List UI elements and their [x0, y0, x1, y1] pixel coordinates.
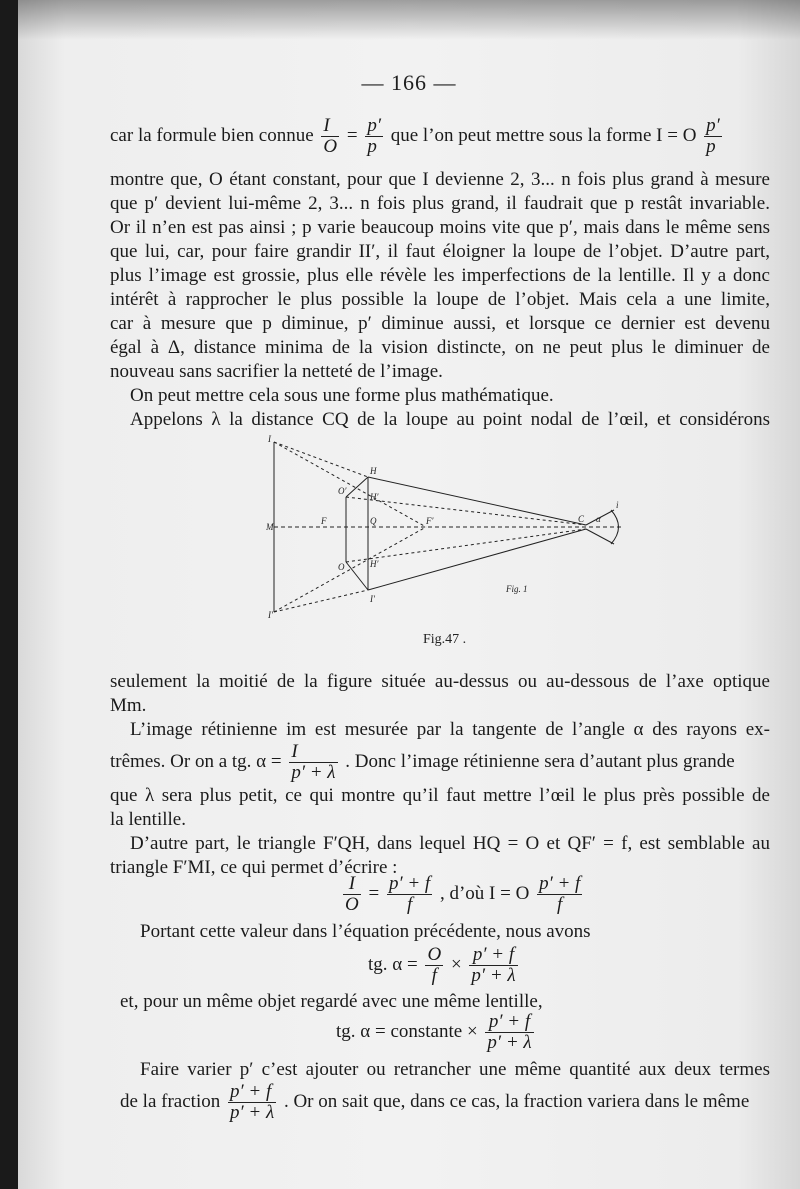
fraction-pp-over-p — [365, 116, 383, 157]
denominator: f — [431, 965, 437, 986]
ray-dashed — [346, 529, 586, 562]
fraction-pp-over-p-2 — [704, 116, 722, 157]
denominator: p — [367, 136, 377, 157]
fraction-ppf-over-f — [387, 874, 432, 915]
label-O-prime: O′ — [338, 486, 347, 496]
label-H-prime: H′ — [370, 492, 379, 502]
label-I-prime-lens: I′ — [370, 594, 375, 604]
text-line-18: la lentille. — [110, 809, 186, 830]
denominator: O — [323, 136, 338, 157]
text-line-8: car à mesure que p diminue, p′ diminue aussi, et lorsque ce dernier est devenu — [110, 313, 770, 334]
label-H-prime-2: H′ — [370, 559, 379, 569]
formula-3 — [336, 1012, 537, 1053]
label-alpha: α — [596, 514, 601, 524]
equals-sign: = — [346, 124, 358, 146]
formula-2 — [368, 945, 521, 986]
numerator: p′ + f — [228, 1082, 276, 1103]
text-line-7: intérêt à rapprocher le plus possible la loupe de l’objet. Mais cela a une limite, — [110, 289, 770, 310]
numerator: p′ + f — [539, 873, 581, 894]
equals-sign: = — [368, 882, 380, 904]
text-line-13: seulement la moitié de la figure située au-dessus ou au-dessous de l’axe optique — [110, 671, 770, 692]
numerator: I — [343, 874, 361, 895]
text-line-3: que p′ devient lui-même 2, 3... n fois plus grand, il faudrait que p restât invariable. — [110, 193, 770, 214]
label-F-prime: F′ — [426, 516, 434, 526]
text-line-14: Mm. — [110, 695, 147, 716]
figure-inner-label: Fig. 1 — [506, 584, 528, 594]
text-line-20: triangle F′MI, ce qui permet d’écrire : — [110, 857, 398, 878]
text-line-26: Faire varier p′ c’est ajouter ou retrancher une même quantité aux deux termes — [140, 1059, 770, 1080]
text-span: tg. α = — [368, 953, 418, 975]
figure-caption: Fig.47 . — [423, 632, 467, 647]
label-C: C — [578, 514, 585, 524]
optics-diagram — [266, 432, 636, 632]
ray-solid — [368, 477, 586, 525]
text-line-1 — [110, 116, 770, 157]
label-I: I — [268, 434, 271, 444]
numerator: p′ + f — [485, 1012, 533, 1033]
denominator: p — [706, 136, 716, 157]
numerator: p′ + f — [388, 873, 431, 894]
label-I-prime: I′ — [268, 610, 273, 620]
text-line-6: plus l’image est grossie, plus elle révèle les imperfections de la lentille. Il y a donc — [110, 265, 770, 286]
text-line-2: montre que, O étant constant, pour que I devienne 2, 3... n fois plus grand à mesure — [110, 169, 770, 190]
ray-solid — [346, 562, 368, 590]
text-line-10: nouveau sans sacrifier la netteté de l’image. — [110, 361, 443, 382]
text-span: que l’on peut mettre sous la forme I = O — [390, 124, 697, 146]
fraction-ppf-over-ppl-3 — [228, 1082, 276, 1123]
page-number: — 166 — — [361, 70, 457, 95]
fraction-I-over-O-2 — [343, 874, 361, 915]
denominator: f — [557, 894, 563, 915]
label-O: O — [338, 562, 345, 572]
fraction-I-over-O — [321, 116, 339, 157]
ray-dashed — [274, 590, 368, 612]
fraction-I-over-pp-lambda — [289, 742, 337, 783]
fraction-ppf-over-f-2 — [537, 874, 582, 915]
text-line-12: Appelons λ la distance CQ de la loupe au point nodal de l’œil, et considérons — [130, 409, 770, 430]
denominator: f — [406, 894, 413, 915]
numerator: O — [427, 944, 442, 965]
ray-dashed — [274, 442, 368, 477]
text-line-11: On peut mettre cela sous une forme plus mathématique. — [130, 385, 554, 406]
denominator: p′ + λ — [291, 762, 336, 783]
text-span: , d’où I = O — [439, 882, 530, 904]
text-line-27 — [120, 1082, 770, 1123]
numerator: p′ — [367, 115, 381, 136]
denominator: p′ + λ — [487, 1032, 532, 1053]
fraction-ppf-over-ppl-2 — [485, 1012, 533, 1053]
numerator: I — [289, 742, 337, 763]
label-H: H — [370, 466, 377, 476]
text-span: de la fraction — [120, 1090, 221, 1112]
text-span: . Donc l’image rétinienne sera d’autant plus grande — [345, 750, 735, 772]
ray-dashed — [274, 527, 426, 612]
text-line-22: Portant cette valeur dans l’équation précédente, nous avons — [140, 921, 591, 942]
numerator: I — [321, 116, 339, 137]
denominator: p′ + λ — [471, 965, 516, 986]
fraction-O-over-f — [425, 945, 443, 986]
label-F: F — [321, 516, 327, 526]
text-line-9: égal à Δ, distance minima de la vision distincte, on ne peut plus le diminuer de — [110, 337, 770, 358]
ray-solid — [368, 529, 586, 590]
scan-shadow — [18, 0, 800, 40]
scanned-page — [18, 0, 800, 1189]
text-line-15: L’image rétinienne im est mesurée par la tangente de l’angle α des rayons ex- — [130, 719, 770, 740]
denominator: p′ + λ — [229, 1102, 275, 1123]
fraction-ppf-over-ppl — [469, 945, 517, 986]
ray-dashed — [346, 497, 586, 525]
label-i: i — [616, 500, 619, 510]
numerator: p′ — [706, 115, 720, 136]
formula-1 — [340, 874, 585, 915]
text-line-5: que lui, car, pour faire grandir II′, il faut éloigner la loupe de l’objet. D’autre part, — [110, 241, 770, 262]
denominator: O — [345, 894, 359, 915]
text-span: tg. α = constante × — [336, 1020, 478, 1042]
text-span: . Or on sait que, dans ce cas, la fraction variera dans le même — [283, 1090, 750, 1112]
text-line-16 — [110, 742, 770, 783]
times-sign: × — [450, 953, 462, 975]
text-span: car la formule bien connue — [110, 124, 314, 146]
text-span: trêmes. Or on a tg. α = — [110, 750, 282, 772]
numerator: p′ + f — [469, 945, 517, 966]
text-line-19: D’autre part, le triangle F′QH, dans lequel HQ = O et QF′ = f, est semblable au — [130, 833, 770, 854]
label-Q: Q — [370, 516, 377, 526]
text-line-4: Or il n’en est pas ainsi ; p varie beaucoup moins vite que p′, mais dans le même sens — [110, 217, 770, 238]
text-line-17: que λ sera plus petit, ce qui montre qu’il faut mettre l’œil le plus près possible de — [110, 785, 770, 806]
ray-solid — [346, 477, 368, 497]
label-M: M — [266, 522, 274, 532]
text-line-24: et, pour un même objet regardé avec une même lentille, — [120, 991, 543, 1012]
ray-solid — [586, 529, 614, 544]
